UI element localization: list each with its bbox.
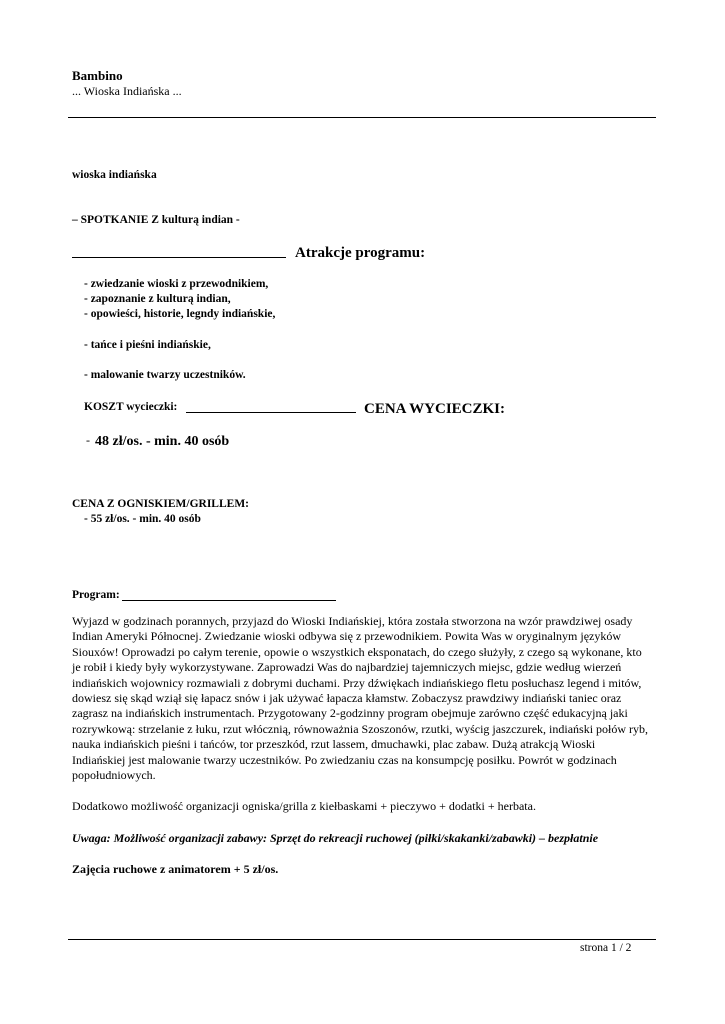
attraction-item: - malowanie twarzy uczestników. bbox=[84, 369, 246, 381]
page-heading: wioska indiańska bbox=[72, 169, 157, 181]
header-divider bbox=[68, 117, 656, 118]
extra-info: Dodatkowo możliwość organizacji ogniska/grilla z kiełbaskami + pieczywo + dodatki + herbata. bbox=[72, 799, 536, 813]
footer-divider bbox=[68, 939, 656, 940]
price-title: CENA WYCIECZKI: bbox=[364, 401, 505, 417]
program-underline bbox=[122, 600, 336, 601]
header-subtitle: ... Wioska Indiańska ... bbox=[72, 84, 182, 98]
attractions-title: Atrakcje programu: bbox=[295, 245, 426, 261]
attraction-item: - tańce i pieśni indiańskie, bbox=[84, 339, 211, 351]
attractions-underline bbox=[72, 257, 286, 258]
grill-title: CENA Z OGNISKIEM/GRILLEM: bbox=[72, 498, 249, 510]
program-description: Wyjazd w godzinach porannych, przyjazd do Wioski Indiańskiej, która została stworzona na wzór prawdziwej osady Indian Ameryki Północnej. Zwiedzanie wioski odbywa się z przewodnikiem. Powita Was w oryginalnym języków Siouxów! Oprowadzi po całym terenie, opowie o wszystkich eksponatach, do czego służyły, z czego są wykonane, kto je robił i kiedy były wykorzystywane. Zaprowadzi Was do najbardziej tajemniczych miejsc, gdzie według wierzeń indiańskich wojownicy rozmawiali z dobrymi duchami. Przy dźwiękach indiańskiego fletu posłuchasz legend i mitów, dowiesz się skąd wziął się łapacz snów i jak używać łapacza kłamstw. Zobaczysz prawdziwy indiański taniec oraz zagrasz na indiańskich instrumentach. Przygotowany 2-godzinny program obejmuje zarówno część edukacyjną jaki rozrywkową: strzelanie z łuku, rzut włócznią, równoważnia Szoszonów, rzutki, wyścig jaszczurek, indiański połów ryb, nauka indiańskich pieśni i tańców, tor przeszkód, rzut lassem, dmuchawki, plac zabaw. Dużą atrakcją Wioski Indiańskiej jest malowanie twarzy uczestników. Po zwiedzaniu czas na konsumpcję posiłku. Powrót w godzinach popołudniowych. bbox=[72, 614, 649, 783]
animator-text: Zajęcia ruchowe z animatorem + 5 zł/os. bbox=[72, 862, 279, 876]
attraction-item: - zapoznanie z kulturą indian, bbox=[84, 293, 231, 305]
grill-price: - 55 zł/os. - min. 40 osób bbox=[84, 513, 201, 525]
page-number: strona 1 / 2 bbox=[580, 942, 632, 954]
attraction-item: - opowieści, historie, legndy indiańskie, bbox=[84, 308, 276, 320]
price-dash: - bbox=[86, 433, 90, 447]
attraction-item: - zwiedzanie wioski z przewodnikiem, bbox=[84, 278, 269, 290]
program-label: Program: bbox=[72, 589, 120, 601]
header-title: Bambino bbox=[72, 68, 123, 83]
note-text: Uwaga: Możliwość organizacji zabawy: Sprzęt do rekreacji ruchowej (piłki/skakanki/zabawki) – bezpłatnie bbox=[72, 831, 599, 845]
cost-label: KOSZT wycieczki: bbox=[84, 401, 178, 413]
meeting-line: – SPOTKANIE Z kulturą indian - bbox=[72, 214, 240, 226]
cost-underline bbox=[186, 412, 356, 413]
price-value: 48 zł/os. - min. 40 osób bbox=[95, 434, 230, 449]
